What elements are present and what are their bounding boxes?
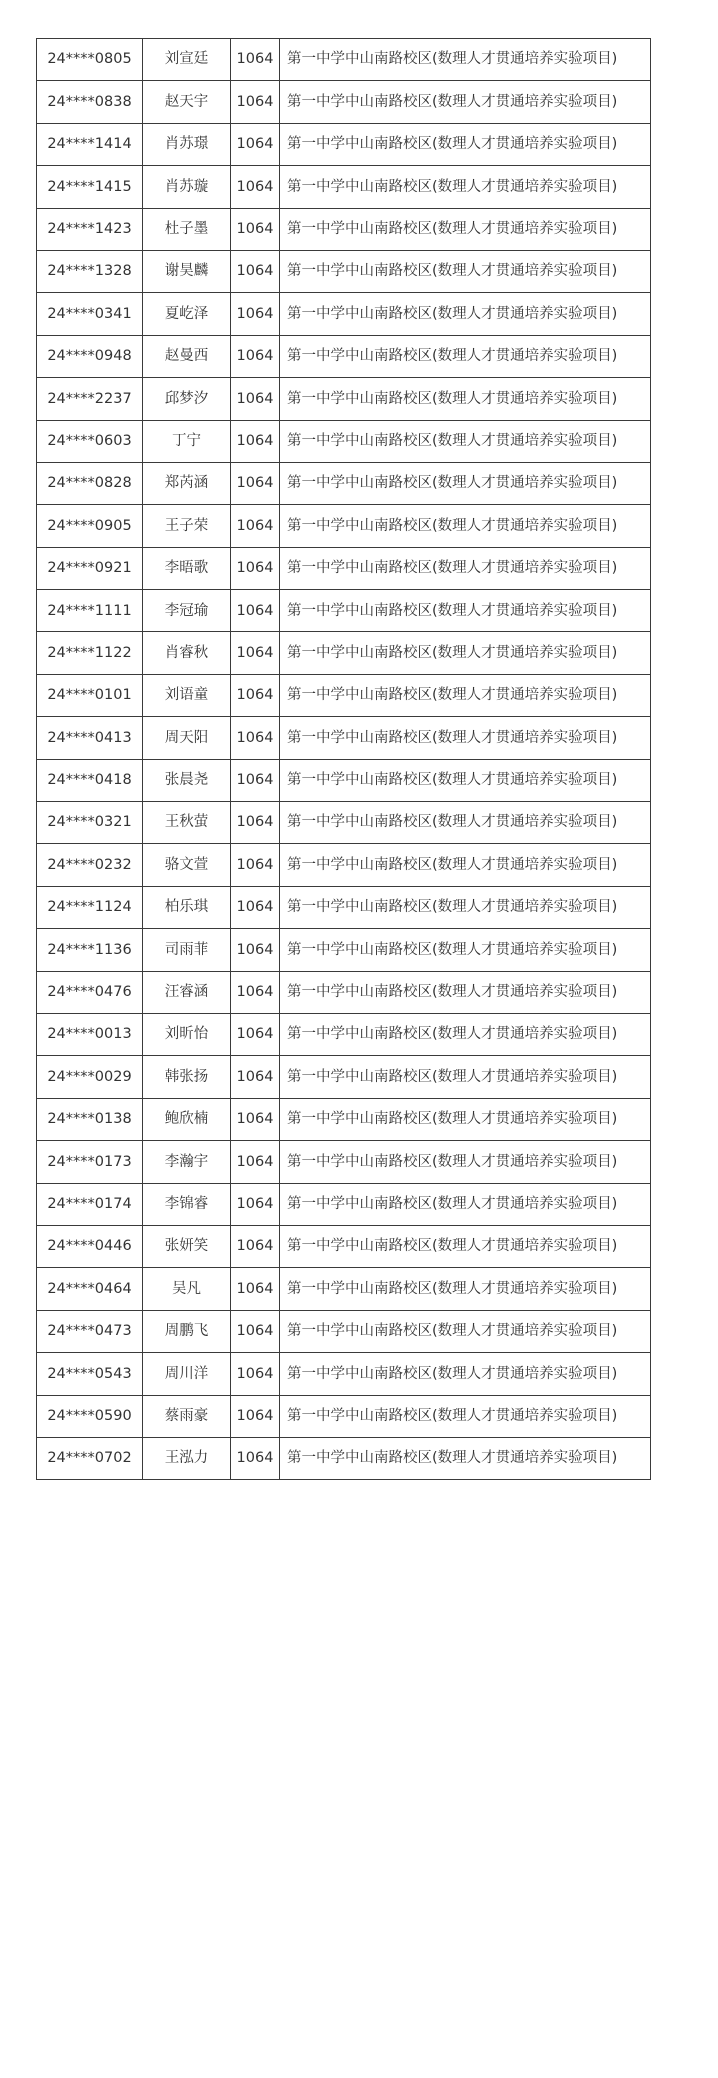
school-code-cell: 1064 <box>231 1225 280 1267</box>
student-id-cell: 24****0173 <box>37 1141 143 1183</box>
student-name-cell: 张妍笑 <box>143 1225 231 1267</box>
student-name-cell: 李锦睿 <box>143 1183 231 1225</box>
student-id-cell: 24****1328 <box>37 250 143 292</box>
school-name-cell: 第一中学中山南路校区(数理人才贯通培养实验项目) <box>280 462 651 504</box>
school-code-cell: 1064 <box>231 1310 280 1352</box>
table-row <box>37 420 651 462</box>
school-name-cell: 第一中学中山南路校区(数理人才贯通培养实验项目) <box>280 759 651 801</box>
school-code-cell: 1064 <box>231 250 280 292</box>
student-name-cell: 刘宣廷 <box>143 39 231 81</box>
student-name-cell: 周川洋 <box>143 1353 231 1395</box>
table-row <box>37 886 651 928</box>
table-row <box>37 1098 651 1140</box>
student-name-cell: 赵曼西 <box>143 335 231 377</box>
student-id-cell: 24****0029 <box>37 1056 143 1098</box>
school-name-cell: 第一中学中山南路校区(数理人才贯通培养实验项目) <box>280 1056 651 1098</box>
school-name-cell: 第一中学中山南路校区(数理人才贯通培养实验项目) <box>280 844 651 886</box>
school-code-cell: 1064 <box>231 717 280 759</box>
school-code-cell: 1064 <box>231 590 280 632</box>
school-name-cell: 第一中学中山南路校区(数理人才贯通培养实验项目) <box>280 208 651 250</box>
school-name-cell: 第一中学中山南路校区(数理人才贯通培养实验项目) <box>280 971 651 1013</box>
student-name-cell: 李晤歌 <box>143 547 231 589</box>
student-id-cell: 24****1111 <box>37 590 143 632</box>
student-name-cell: 邱梦汐 <box>143 378 231 420</box>
table-row <box>37 335 651 377</box>
student-id-cell: 24****0590 <box>37 1395 143 1437</box>
student-name-cell: 蔡雨豪 <box>143 1395 231 1437</box>
table-row <box>37 208 651 250</box>
student-name-cell: 丁宁 <box>143 420 231 462</box>
school-name-cell: 第一中学中山南路校区(数理人才贯通培养实验项目) <box>280 1183 651 1225</box>
school-code-cell: 1064 <box>231 674 280 716</box>
student-id-cell: 24****1423 <box>37 208 143 250</box>
table-row <box>37 462 651 504</box>
student-name-cell: 王子荣 <box>143 505 231 547</box>
school-code-cell: 1064 <box>231 1183 280 1225</box>
school-code-cell: 1064 <box>231 208 280 250</box>
student-name-cell: 王泓力 <box>143 1437 231 1479</box>
student-name-cell: 刘语童 <box>143 674 231 716</box>
school-name-cell: 第一中学中山南路校区(数理人才贯通培养实验项目) <box>280 674 651 716</box>
table-row <box>37 590 651 632</box>
student-name-cell: 肖睿秋 <box>143 632 231 674</box>
student-id-cell: 24****0464 <box>37 1268 143 1310</box>
table-row <box>37 166 651 208</box>
school-code-cell: 1064 <box>231 929 280 971</box>
table-row <box>37 717 651 759</box>
school-name-cell: 第一中学中山南路校区(数理人才贯通培养实验项目) <box>280 420 651 462</box>
school-code-cell: 1064 <box>231 81 280 123</box>
table-row <box>37 293 651 335</box>
school-name-cell: 第一中学中山南路校区(数理人才贯通培养实验项目) <box>280 1013 651 1055</box>
school-name-cell: 第一中学中山南路校区(数理人才贯通培养实验项目) <box>280 1395 651 1437</box>
student-name-cell: 司雨菲 <box>143 929 231 971</box>
school-code-cell: 1064 <box>231 802 280 844</box>
student-name-cell: 韩张扬 <box>143 1056 231 1098</box>
student-id-cell: 24****0948 <box>37 335 143 377</box>
table-row <box>37 1395 651 1437</box>
school-code-cell: 1064 <box>231 886 280 928</box>
school-code-cell: 1064 <box>231 39 280 81</box>
student-id-cell: 24****1122 <box>37 632 143 674</box>
school-code-cell: 1064 <box>231 505 280 547</box>
student-name-cell: 李冠瑜 <box>143 590 231 632</box>
school-name-cell: 第一中学中山南路校区(数理人才贯通培养实验项目) <box>280 1268 651 1310</box>
school-name-cell: 第一中学中山南路校区(数理人才贯通培养实验项目) <box>280 929 651 971</box>
student-id-cell: 24****0446 <box>37 1225 143 1267</box>
table-row <box>37 929 651 971</box>
student-name-cell: 杜子墨 <box>143 208 231 250</box>
table-row <box>37 1013 651 1055</box>
table-row <box>37 547 651 589</box>
school-code-cell: 1064 <box>231 1437 280 1479</box>
student-name-cell: 吴凡 <box>143 1268 231 1310</box>
roster-body <box>37 39 651 1480</box>
student-name-cell: 李瀚宇 <box>143 1141 231 1183</box>
school-name-cell: 第一中学中山南路校区(数理人才贯通培养实验项目) <box>280 335 651 377</box>
school-name-cell: 第一中学中山南路校区(数理人才贯通培养实验项目) <box>280 802 651 844</box>
school-code-cell: 1064 <box>231 462 280 504</box>
table-row <box>37 844 651 886</box>
school-code-cell: 1064 <box>231 1056 280 1098</box>
school-code-cell: 1064 <box>231 1098 280 1140</box>
student-id-cell: 24****1136 <box>37 929 143 971</box>
student-id-cell: 24****1414 <box>37 123 143 165</box>
school-code-cell: 1064 <box>231 123 280 165</box>
table-row <box>37 1353 651 1395</box>
school-name-cell: 第一中学中山南路校区(数理人才贯通培养实验项目) <box>280 1437 651 1479</box>
school-code-cell: 1064 <box>231 547 280 589</box>
student-name-cell: 王秋萤 <box>143 802 231 844</box>
student-name-cell: 谢昊麟 <box>143 250 231 292</box>
table-row <box>37 802 651 844</box>
school-code-cell: 1064 <box>231 420 280 462</box>
student-id-cell: 24****1415 <box>37 166 143 208</box>
student-id-cell: 24****0476 <box>37 971 143 1013</box>
table-row <box>37 1310 651 1352</box>
table-row <box>37 378 651 420</box>
student-id-cell: 24****0413 <box>37 717 143 759</box>
table-row <box>37 123 651 165</box>
school-code-cell: 1064 <box>231 1395 280 1437</box>
student-name-cell: 肖苏璟 <box>143 123 231 165</box>
school-name-cell: 第一中学中山南路校区(数理人才贯通培养实验项目) <box>280 123 651 165</box>
student-name-cell: 柏乐琪 <box>143 886 231 928</box>
student-name-cell: 张晨尧 <box>143 759 231 801</box>
student-name-cell: 周天阳 <box>143 717 231 759</box>
school-name-cell: 第一中学中山南路校区(数理人才贯通培养实验项目) <box>280 1310 651 1352</box>
school-name-cell: 第一中学中山南路校区(数理人才贯通培养实验项目) <box>280 39 651 81</box>
school-name-cell: 第一中学中山南路校区(数理人才贯通培养实验项目) <box>280 632 651 674</box>
school-code-cell: 1064 <box>231 1353 280 1395</box>
table-row <box>37 674 651 716</box>
school-name-cell: 第一中学中山南路校区(数理人才贯通培养实验项目) <box>280 1098 651 1140</box>
school-code-cell: 1064 <box>231 1013 280 1055</box>
table-row <box>37 971 651 1013</box>
table-row <box>37 632 651 674</box>
student-id-cell: 24****0341 <box>37 293 143 335</box>
student-id-cell: 24****0174 <box>37 1183 143 1225</box>
school-name-cell: 第一中学中山南路校区(数理人才贯通培养实验项目) <box>280 547 651 589</box>
school-name-cell: 第一中学中山南路校区(数理人才贯通培养实验项目) <box>280 590 651 632</box>
table-row <box>37 1056 651 1098</box>
table-row <box>37 250 651 292</box>
student-id-cell: 24****0101 <box>37 674 143 716</box>
student-id-cell: 24****0603 <box>37 420 143 462</box>
student-name-cell: 赵天宇 <box>143 81 231 123</box>
school-name-cell: 第一中学中山南路校区(数理人才贯通培养实验项目) <box>280 1225 651 1267</box>
student-id-cell: 24****1124 <box>37 886 143 928</box>
student-id-cell: 24****0838 <box>37 81 143 123</box>
school-code-cell: 1064 <box>231 166 280 208</box>
table-row <box>37 759 651 801</box>
student-name-cell: 郑芮涵 <box>143 462 231 504</box>
school-name-cell: 第一中学中山南路校区(数理人才贯通培养实验项目) <box>280 166 651 208</box>
student-id-cell: 24****0013 <box>37 1013 143 1055</box>
student-id-cell: 24****0905 <box>37 505 143 547</box>
table-row <box>37 1437 651 1479</box>
student-name-cell: 刘昕怡 <box>143 1013 231 1055</box>
school-name-cell: 第一中学中山南路校区(数理人才贯通培养实验项目) <box>280 717 651 759</box>
student-id-cell: 24****0232 <box>37 844 143 886</box>
table-row <box>37 1225 651 1267</box>
school-name-cell: 第一中学中山南路校区(数理人才贯通培养实验项目) <box>280 378 651 420</box>
student-name-cell: 鲍欣楠 <box>143 1098 231 1140</box>
school-name-cell: 第一中学中山南路校区(数理人才贯通培养实验项目) <box>280 81 651 123</box>
student-id-cell: 24****0543 <box>37 1353 143 1395</box>
school-name-cell: 第一中学中山南路校区(数理人才贯通培养实验项目) <box>280 886 651 928</box>
school-code-cell: 1064 <box>231 335 280 377</box>
student-id-cell: 24****0702 <box>37 1437 143 1479</box>
student-id-cell: 24****2237 <box>37 378 143 420</box>
student-id-cell: 24****0138 <box>37 1098 143 1140</box>
school-code-cell: 1064 <box>231 844 280 886</box>
school-code-cell: 1064 <box>231 632 280 674</box>
school-name-cell: 第一中学中山南路校区(数理人才贯通培养实验项目) <box>280 250 651 292</box>
school-name-cell: 第一中学中山南路校区(数理人才贯通培养实验项目) <box>280 293 651 335</box>
table-row <box>37 1141 651 1183</box>
student-name-cell: 周鹏飞 <box>143 1310 231 1352</box>
school-code-cell: 1064 <box>231 971 280 1013</box>
school-name-cell: 第一中学中山南路校区(数理人才贯通培养实验项目) <box>280 505 651 547</box>
table-row <box>37 81 651 123</box>
student-id-cell: 24****0805 <box>37 39 143 81</box>
student-name-cell: 汪睿涵 <box>143 971 231 1013</box>
admission-roster-table <box>36 38 651 1480</box>
student-id-cell: 24****0418 <box>37 759 143 801</box>
school-name-cell: 第一中学中山南路校区(数理人才贯通培养实验项目) <box>280 1353 651 1395</box>
student-id-cell: 24****0473 <box>37 1310 143 1352</box>
school-code-cell: 1064 <box>231 759 280 801</box>
school-code-cell: 1064 <box>231 1141 280 1183</box>
table-row <box>37 1268 651 1310</box>
student-name-cell: 夏屹泽 <box>143 293 231 335</box>
school-code-cell: 1064 <box>231 378 280 420</box>
table-row <box>37 505 651 547</box>
student-id-cell: 24****0921 <box>37 547 143 589</box>
student-name-cell: 肖苏璇 <box>143 166 231 208</box>
student-name-cell: 骆文萱 <box>143 844 231 886</box>
table-row <box>37 1183 651 1225</box>
school-code-cell: 1064 <box>231 1268 280 1310</box>
school-code-cell: 1064 <box>231 293 280 335</box>
student-id-cell: 24****0828 <box>37 462 143 504</box>
student-id-cell: 24****0321 <box>37 802 143 844</box>
table-row <box>37 39 651 81</box>
school-name-cell: 第一中学中山南路校区(数理人才贯通培养实验项目) <box>280 1141 651 1183</box>
